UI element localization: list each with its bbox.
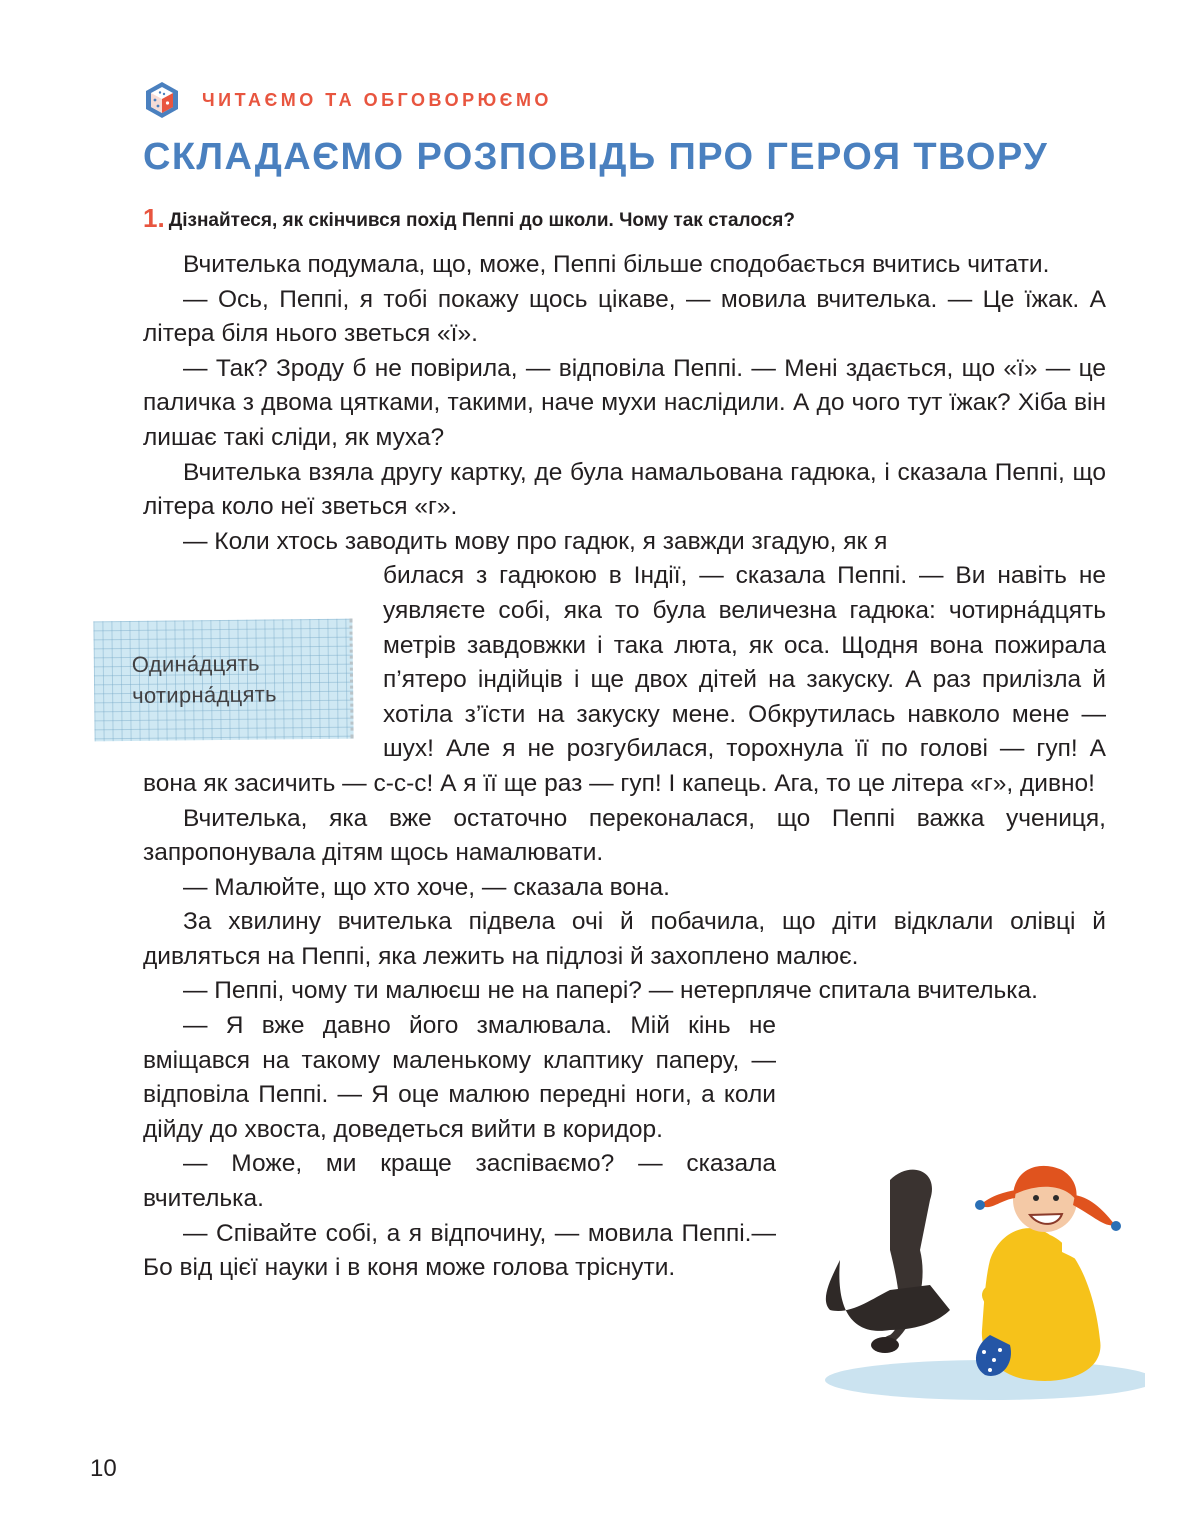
- vocabulary-note: [93, 619, 353, 742]
- paragraph: — Може, ми краще заспіваємо? — сказала вчителька.: [143, 1150, 776, 1213]
- paragraph: — Пеппі, чому ти малюєш не на папері? — нетерпляче спитала вчителька.: [183, 977, 1038, 1005]
- pippi-illustration: [800, 1140, 1145, 1400]
- vocab-word: Одина́дцять: [131, 650, 260, 677]
- paragraph: Вчителька взяла другу картку, де була намальована гадюка, і сказала Пеппі, що літера коло неї зветься «г».: [143, 458, 1106, 521]
- paragraph: — Коли хтось заводить мову про гадюк, я завжди згадую, як я: [183, 527, 888, 555]
- task-1: [143, 203, 795, 234]
- paragraph: — Так? Зроду б не повірила, — відповіла Пеппі. — Мені здається, що «ї» — це паличка з двома цятками, такими, наче мухи наслідили. А до чого тут їжак? Хіба він лишає такі сліди, як муха?: [143, 354, 1106, 451]
- paragraph: — Ось, Пеппі, я тобі покажу щось цікаве, — мовила вчителька. — Це їжак. А літера біля нього зветься «ї».: [143, 285, 1106, 348]
- page-title: СКЛАДАЄМО РОЗПОВІДЬ ПРО ГЕРОЯ ТВОРУ: [143, 136, 1049, 178]
- paragraph: билася з гадюкою в Індії, — сказала Пеппі. — Ви навіть не уявляєте собі, яка то була величезна гадюка: чотирна́дцять метрів завдовжки і така люта, як оса. Щодня вона пожирала п’ятеро індійців і ще двох дітей на закуску. А раз прилізла й хотіла з’їсти на закуску мене. Обкрутилась навколо мене — шух! Але я не розгубилася, торохнула її по голові — гуп! А вона як засичить — с-с-с! А я її ще раз — гуп! І капець. Ага, то це літера «г», дивно!: [143, 562, 1106, 797]
- paragraph: За хвилину вчителька підвела очі й побачила, що діти відклали олівці й дивляться на Пеппі, яка лежить на підлозі й захоплено малює.: [143, 908, 1106, 970]
- paragraph: — Малюйте, що хто хоче, — сказала вона.: [183, 873, 670, 901]
- task-text: Дізнайтеся, як скінчився похід Пеппі до школи. Чому так сталося?: [168, 210, 795, 231]
- paragraph: — Я вже давно його змалювала. Мій кінь не вміщався на такому маленькому клаптику паперу, — відповіла Пеппі. — Я оце малюю передні ноги, а коли дійду до хвоста, доведеться вийти в коридор.: [143, 1012, 776, 1143]
- vocab-word: чотирна́дцять: [132, 681, 277, 708]
- page-number: 10: [90, 1455, 117, 1482]
- section-label: ЧИТАЄМО ТА ОБГОВОРЮЄМО: [202, 90, 552, 110]
- task-number: 1.: [143, 203, 165, 233]
- paragraph: Вчителька, яка вже остаточно переконалася, що Пеппі важка учениця, запропонувала дітям щось намалювати.: [143, 804, 1106, 867]
- paragraph: — Співайте собі, а я відпочину, — мовила Пеппі.— Бо від цієї науки і в коня може голова тріснути.: [143, 1219, 776, 1282]
- paragraph: Вчителька подумала, що, може, Пеппі більше сподобається вчитись читати.: [183, 251, 1050, 278]
- dice-cube-icon: [142, 80, 182, 120]
